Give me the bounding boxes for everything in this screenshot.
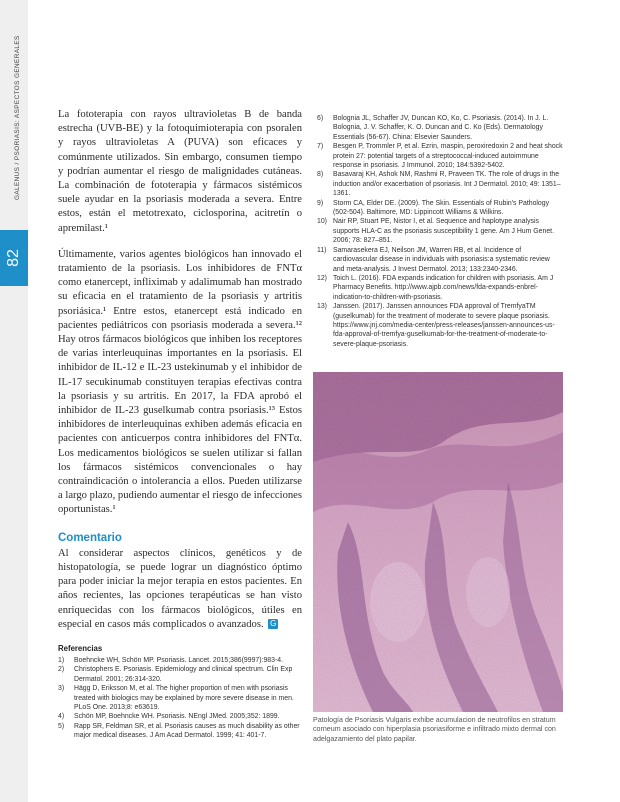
reference-item [317,217,563,245]
figure-caption: Patología de Psoriasis Vulgaris exhibe acumulacion de neutrofilos en stratum corneum asociado con hiperplasia psoriasiforme e infiltrado mixto dermal con adelgazamiento del plato papilar. [313,716,556,743]
reference-number: 6) [317,115,324,122]
reference-item [58,684,302,712]
body-paragraph: La fototerapia con rayos ultravioletas B de banda estrecha (UVB-BE) y la fotoquimioterapia con psoralen y rayos ultravioletas A (PUVA) son eficaces y comúnmente utilizados. Sin embargo, consumen tiempo y podrían aumentar el riesgo de malignidades cutáneas. La combinación de fototerapia y fármacos sistémicos suele ayudar en la psoriasis moderada a severa. Entre estos, están el metotrexato, ciclosporina, acitretín o apremilast.¹ [58,109,302,234]
reference-text: Schön MP, Boehncke WH. Psoriasis. NEngl JMed. 2005;352: 1899. [74,713,280,721]
reference-item [317,302,563,349]
reference-text: Rapp SR, Feldman SR, et al. Psoriasis causes as much disability as other major medical diseases. J Am Acad Dermatol. 1999; 41: 401-7. [74,722,300,740]
reference-item [58,722,302,741]
reference-item [317,246,563,274]
left-column [58,108,302,741]
reference-number: 13) [317,303,327,311]
histology-figure [313,372,563,712]
end-mark-icon: G [270,619,277,629]
reference-number: 2) [58,666,65,674]
reference-text: Boehncke WH, Schön MP. Psoriasis. Lancet. 2015;386(9997):983-4. [74,656,284,664]
reference-text: Christophers E. Psoriasis. Epidemiology and clinical spectrum. Clin Exp Dermatol. 2001; 26:314-320. [74,666,293,683]
references-heading: Referencias [58,643,103,653]
reference-text: Storm CA, Elder DE. (2009). The Skin. Essentials of Rubin's Pathology (502-504). Baltimore, MD: Lippincott Williams & Wilkins. [333,199,550,217]
reference-number: 12) [317,274,327,282]
reference-item [317,170,563,198]
reference-number: 7) [317,143,324,151]
reference-item [58,712,302,721]
reference-number: 8) [317,171,324,179]
reference-item [317,199,563,218]
reference-number: 3) [58,685,65,693]
reference-text: Janssen. (2017). Janssen announces FDA approval of TremfyaTM (guselkumab) for the treatment of moderate to severe plaque psoriasis. https://www.jnj.com/media-center/press-releases/janssen-announces-us-fda-approval-of-tremfya-guselkumab-for-the-treatment-of-moderate-to-severe-plaque-psoriasis. [333,303,555,348]
reference-list-continued [317,114,563,349]
reference-text: Bolognia JL, Schaffer JV, Duncan KO, Ko, C. Psoriasis. (2014). In J. L. Bolognia, J. V. Schaffer, K. O. Duncan and C. Ko (Eds). Dermatology Essentials (56-67). China: Elsevier Saunders. [333,115,549,141]
reference-list [58,656,302,741]
reference-item [58,656,302,665]
reference-text: Toich L. (2016). FDA expands indication for children with psoriasis. Am J Pharmacy Benefits. http://www.ajpb.com/news/fda-expands-enbrel-indication-to-children-with-psoriasis. [333,274,554,301]
section-heading-comment: Comentario [58,531,122,544]
reference-item [317,274,563,302]
reference-number: 10) [317,218,327,226]
reference-text: Basavaraj KH, Ashok NM, Rashmi R, Praveen TK. The role of drugs in the induction and/or exacerbation of psoriasis. Int J Dermatol. 2010; 49: 1351–1361. [333,171,561,198]
comment-paragraph [58,547,302,632]
body-paragraph: Últimamente, varios agentes biológicos han innovado el tratamiento de la psoriasis. Los inhibidores de FNTα como etanercept, infliximab y adalimumab han mostrado su eficacia en el tratamiento de la psoriasis y artritis psoriásica.¹ Entre estos, etanercept está indicado en pacientes pediátricos con psoriasis moderada a severa.¹² Hay otros fármacos biológicos que inhiben los receptores de varias interleuquinas importantes en la psoriasis. El inhibidor de IL-12 e IL-23 ustekinumab y el inhibidor de IL-17 secukinumab constituyen terapias efectivas contra la psoriasis y su artritis. En 2017, la FDA aprobó el inhibidor de IL-23 guselkumab contra psoriasis.¹³ Estos inhibidores de interleuquinas exhiben además eficacia en pacientes con anticuerpos contra inhibidores del FNTα. Los medicamentos biológicos se suelen utilizar si fallan los fármacos sistémicos convencionales o hay contraindicación o intolerancia a ellos. Pueden utilizarse a largo plazo, pudiendo aumentar el riesgo de infecciones oportunistas.¹ [58,248,302,516]
comment-text: Al considerar aspectos clínicos, genéticos y de histopatología, se puede lograr un diagnóstico óptimo para poder iniciar la mejor terapia en estos pacientes. En años recientes, las opciones terapéuticas se han visto enriquecidas con los fármacos biológicos, útiles en especial en casos más complicados o avanzados. [58,547,302,630]
reference-number: 11) [317,246,327,254]
reference-text: Hägg D, Eriksson M, et al. The higher proportion of men with psoriasis treated with biologics may be explained by more severe disease in men. PLoS One. 2013;8: e63619. [74,685,294,711]
reference-text: Besgen P, Trommler P, et al. Ezrin, maspin, peroxiredoxin 2 and heat shock protein 27: potential targets of a streptococcal-induced autoimmune response in psoriasis. J Immunol. 2010; 184:5392-5402. [333,143,563,170]
histology-image [313,372,563,712]
reference-number: 9) [317,199,324,207]
reference-text: Samarasekera EJ, Neilson JM, Warren RB, et al. Incidence of cardiovascular disease in individuals with psoriasis:a systematic review and meta-analysis. J Invest Dermatol. 2013; 133:2340-2346. [333,246,550,273]
reference-item [58,665,302,684]
page-number: 82 [4,249,22,267]
running-head: GALENUS / PSORIASIS: ASPECTOS GENERALES [14,35,21,200]
right-column [317,114,563,349]
reference-item [317,142,563,170]
reference-text: Nair RP, Stuart PE, Nistor I, et al. Sequence and haplotype analysis supports HLA-C as the psoriasis susceptibility 1 gene. Am J Hum Genet. 2006; 78: 827–851. [333,218,554,245]
page-number-box [0,230,28,286]
reference-item [317,114,563,142]
reference-number: 1) [58,656,65,664]
reference-number: 5) [58,722,65,730]
reference-number: 4) [58,713,65,721]
